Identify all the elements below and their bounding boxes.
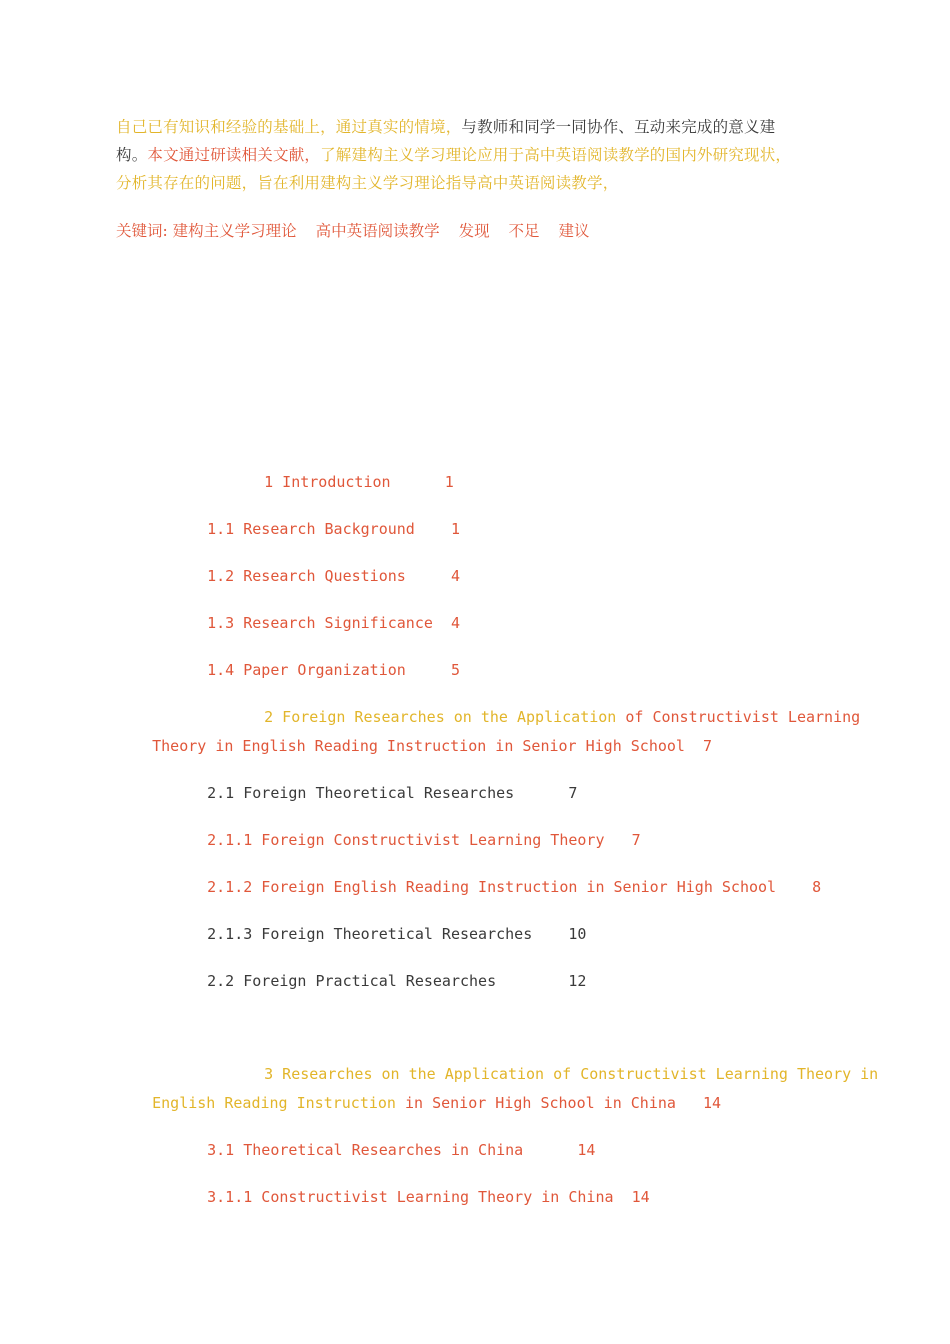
toc-entry-text: 2.2 Foreign Practical Researches 12 [207,972,587,990]
toc-entry-text: English Reading Instruction [152,1094,405,1112]
abstract-text: 分析其存在的问题，旨在利用建构主义学习理论指导高中英语阅读教学， [116,174,619,192]
toc-entry-text: Theory in English Reading Instruction in Senior High School 7 [152,737,713,755]
keyword: 建构主义学习理论 [172,222,297,240]
toc-entry [171,1167,650,1227]
keyword: 发现 [458,222,490,240]
toc-entry-text: 2.1.1 Foreign Constructivist Learning Theory 7 [207,831,641,849]
keyword: 不足 [508,222,540,240]
abstract-text: 了解建构主义学习理论应用于高中英语阅读教学的国内外研究现状， [320,146,792,164]
toc-entry [171,951,586,1011]
abstract-line-2 [116,141,836,169]
abstract-text: 与教师和同学一同协作、互动来完成的意义建 [461,118,776,136]
keyword: 高中英语阅读教学 [315,222,440,240]
toc-entry-text: 1.2 Research Questions 4 [207,567,460,585]
keyword: 建议 [558,222,590,240]
toc-entry-text: 2.1 Foreign Theoretical Researches 7 [207,784,578,802]
abstract-text: 本文通过研读相关文献， [147,146,321,164]
toc-entry-text: 2 Foreign Researches on the Application [264,708,626,726]
toc-entry-text: in Senior High School in China 14 [405,1094,722,1112]
toc-entry-text: 3.1.1 Constructivist Learning Theory in China 14 [207,1188,650,1206]
toc-entry-text: 2.1.2 Foreign English Reading Instruction in Senior High School 8 [207,878,822,896]
abstract-line-3 [116,169,836,197]
abstract-text: 构。 [116,146,148,164]
abstract-text: 自己已有知识和经验的基础上，通过真实的情境， [116,118,462,136]
keywords-line [116,217,604,245]
toc-entry-text: of Constructivist Learning [625,708,861,726]
toc-entry-text: 3.1 Theoretical Researches in China 14 [207,1141,596,1159]
toc-entry-text: 1.3 Research Significance 4 [207,614,460,632]
abstract-paragraph [116,113,836,197]
toc-entry-text: 1 Introduction 1 [264,473,454,491]
toc-entry-text: 1.1 Research Background 1 [207,520,460,538]
toc-entry-text: 1.4 Paper Organization 5 [207,661,460,679]
toc-entry-text: 3 Researches on the Application of Constructivist Learning Theory in [264,1065,879,1083]
keywords-label: 关键词: [116,222,168,240]
abstract-line-1 [116,113,836,141]
toc-entry-text: 2.1.3 Foreign Theoretical Researches 10 [207,925,587,943]
